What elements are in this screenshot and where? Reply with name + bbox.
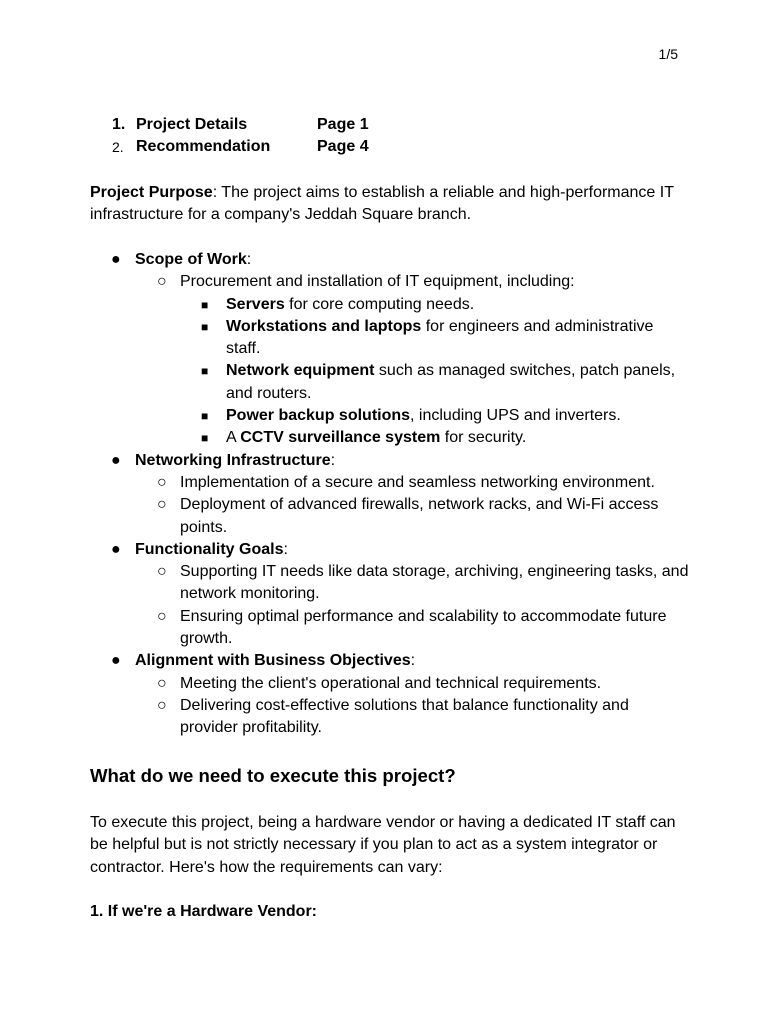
item-text: for core computing needs. <box>284 295 475 313</box>
list-item <box>90 294 690 316</box>
circle-marker: ○ <box>157 473 167 491</box>
project-details-list <box>90 249 690 740</box>
list-text: Supporting IT needs like data storage, archiving, engineering tasks, and network monitoring. <box>180 563 689 603</box>
section-title: Scope of Work <box>135 251 247 268</box>
circle-marker: ○ <box>157 696 167 714</box>
section-heading: What do we need to execute this project? <box>90 765 456 786</box>
item-prefix: A <box>226 429 241 447</box>
list-item-networking <box>90 450 690 472</box>
item-bold: Power backup solutions <box>226 407 411 425</box>
item-bold: Network equipment <box>226 362 375 380</box>
list-item-scope <box>90 249 690 271</box>
toc-page: Page 4 <box>317 138 369 156</box>
circle-marker: ○ <box>157 273 167 291</box>
table-of-contents <box>112 114 512 159</box>
list-item <box>90 695 690 740</box>
list-text: Procurement and installation of IT equipment, including: <box>180 273 575 291</box>
circle-marker: ○ <box>157 607 167 625</box>
list-item <box>90 494 690 539</box>
square-marker: ■ <box>201 297 209 312</box>
list-text: Deployment of advanced firewalls, network racks, and Wi-Fi access points. <box>180 496 659 536</box>
section-title: Networking Infrastructure <box>135 451 331 469</box>
square-marker: ■ <box>201 409 209 424</box>
list-item <box>90 360 690 405</box>
square-marker: ■ <box>201 431 209 446</box>
list-item <box>90 561 690 606</box>
bullet-marker: ● <box>111 652 121 670</box>
section-title: Alignment with Business Objectives <box>135 652 411 670</box>
list-item <box>90 316 690 361</box>
project-purpose <box>90 182 680 227</box>
purpose-text: : The project aims to establish a reliable and high-performance IT infrastructure for a company's Jeddah Square branch. <box>90 184 674 224</box>
bullet-marker: ● <box>111 251 121 268</box>
list-item <box>90 606 690 651</box>
list-text: Delivering cost-effective solutions that balance functionality and provider profitability. <box>180 696 629 737</box>
item-bold: CCTV surveillance system <box>240 429 441 447</box>
item-text: , including UPS and inverters. <box>410 407 621 425</box>
colon: : <box>246 251 252 268</box>
list-item <box>90 405 690 427</box>
list-text: Implementation of a secure and seamless networking environment. <box>180 473 655 491</box>
list-item-functionality <box>90 539 690 561</box>
list-text: Meeting the client's operational and technical requirements. <box>180 674 602 692</box>
list-text: Ensuring optimal performance and scalability to accommodate future growth. <box>180 607 667 648</box>
list-item <box>90 673 690 695</box>
subheading: 1. If we're a Hardware Vendor: <box>90 903 317 920</box>
page-number: 1/5 <box>658 46 678 62</box>
circle-marker: ○ <box>157 496 167 514</box>
item-text: for engineers and administrative staff. <box>226 317 654 358</box>
item-bold: Servers <box>226 295 285 313</box>
item-text: such as managed switches, patch panels, and routers. <box>226 362 676 402</box>
circle-marker: ○ <box>157 563 167 581</box>
toc-title: Recommendation <box>136 138 271 156</box>
colon: : <box>330 451 336 469</box>
circle-marker: ○ <box>157 674 167 692</box>
toc-number: 1. <box>112 116 126 133</box>
colon: : <box>410 652 416 670</box>
purpose-label: Project Purpose <box>90 184 213 201</box>
body-paragraph: To execute this project, being a hardware vendor or having a dedicated IT staff can be helpful but is not strictly necessary if you plan to act as a system integrator or contractor. Here's how the requirements can vary: <box>90 814 676 876</box>
bullet-marker: ● <box>111 540 121 558</box>
toc-row <box>112 114 512 136</box>
toc-title: Project Details <box>136 116 248 133</box>
toc-page: Page 1 <box>317 116 369 133</box>
section-title: Functionality Goals <box>135 540 284 558</box>
list-item <box>90 472 690 494</box>
colon: : <box>283 540 288 558</box>
square-marker: ■ <box>201 364 209 379</box>
item-bold: Workstations and laptops <box>226 317 422 335</box>
item-text: for security. <box>440 429 527 447</box>
list-item <box>90 427 690 449</box>
toc-number: 2. <box>112 139 124 156</box>
list-item <box>90 271 690 293</box>
bullet-marker: ● <box>111 451 121 469</box>
list-item-alignment <box>90 650 690 672</box>
square-marker: ■ <box>201 319 209 334</box>
toc-row <box>112 136 512 158</box>
